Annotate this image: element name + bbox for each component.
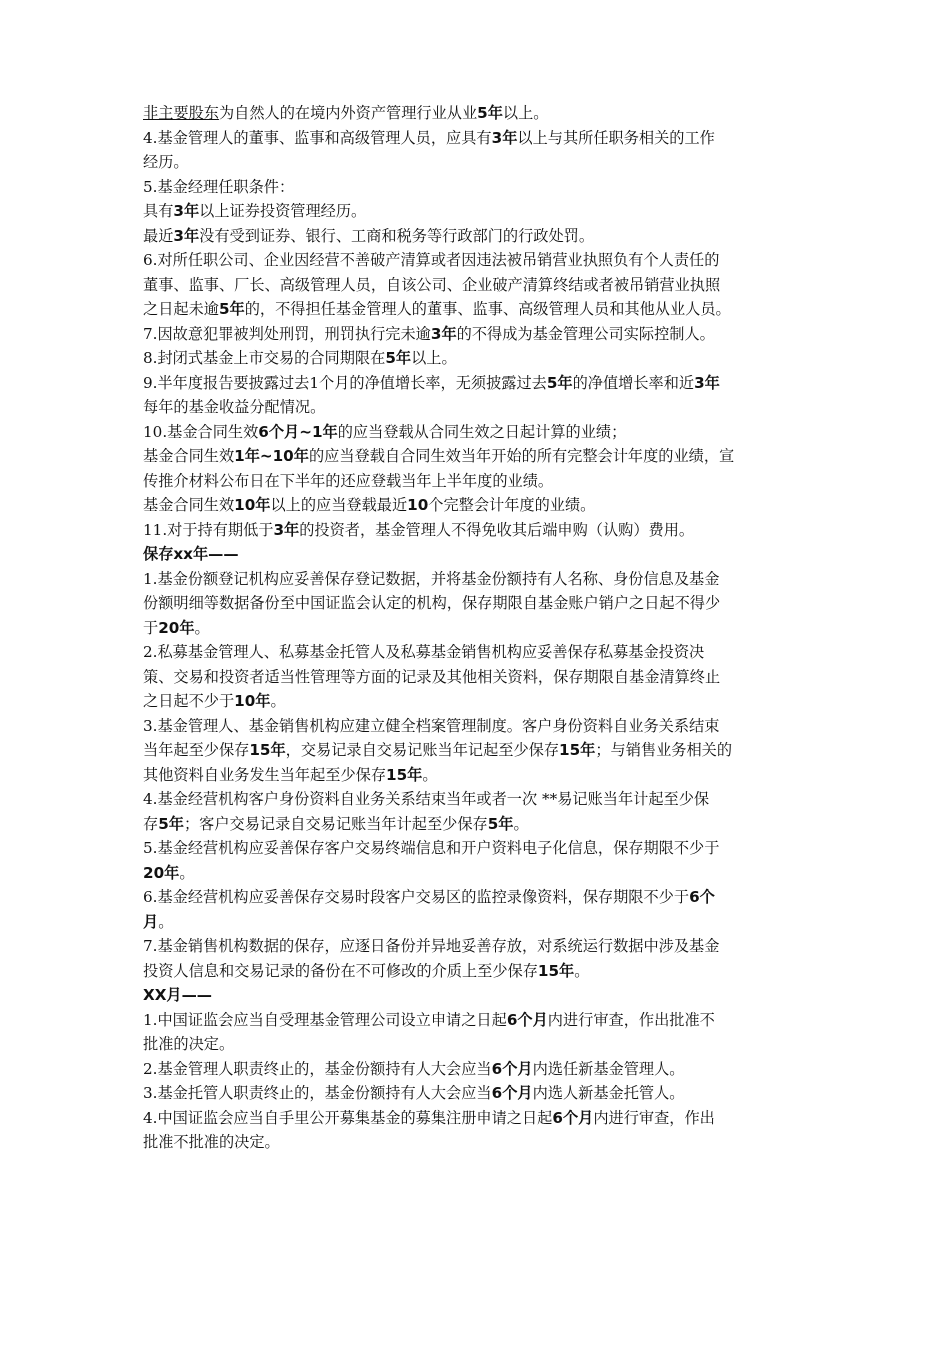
text-segment: 10	[407, 496, 429, 514]
text-segment: 6.对所任职公司、企业因经营不善破产清算或者因违法被吊销营业执照负有个人责任的	[143, 251, 720, 269]
text-segment: 策、交易和投资者适当性管理等方面的记录及其他相关资料，保存期限自基金清算终止	[143, 667, 721, 686]
text-line	[143, 714, 813, 739]
text-line	[143, 371, 813, 396]
text-segment: 的应当登载自合同生效当年开始的所有完整会计年度的业绩，宣	[308, 447, 735, 465]
text-line	[143, 567, 813, 592]
text-line	[143, 273, 813, 298]
text-segment: 5年	[546, 373, 573, 392]
text-line	[143, 861, 813, 886]
text-segment: 6个月	[552, 1108, 594, 1127]
text-segment: 5年	[487, 814, 514, 833]
text-segment: 。	[158, 912, 174, 931]
text-segment: 3年	[173, 202, 200, 220]
text-segment: 6个月	[491, 1084, 533, 1102]
text-segment: 份额明细等数据备份至中国证监会认定的机构，保存期限自基金账户销户之日起不得少	[143, 594, 721, 612]
text-line	[143, 346, 813, 371]
text-segment: 最近	[143, 226, 174, 245]
text-line	[143, 1057, 813, 1082]
text-segment: 月	[143, 912, 159, 931]
text-segment: 6个月	[491, 1059, 533, 1078]
text-line	[143, 420, 813, 445]
text-segment: 批准的决定。	[143, 1035, 235, 1053]
text-line	[143, 665, 813, 690]
text-segment: 当年起至少保存	[143, 741, 250, 759]
text-line	[143, 812, 813, 837]
text-line	[143, 542, 813, 567]
text-segment: ；客户交易记录自交易记账当年计起至少保存	[183, 814, 488, 833]
text-line	[143, 1081, 813, 1106]
text-segment: 5年	[218, 300, 245, 318]
text-segment: 。	[194, 618, 210, 637]
text-segment: 以上与其所任职务相关的工作	[517, 128, 715, 147]
text-segment: 10.基金合同生效	[143, 422, 259, 441]
text-line	[143, 444, 813, 469]
section-heading: XX月——	[143, 986, 212, 1004]
text-segment: 于	[143, 618, 159, 637]
text-segment: 3.基金托管人职责终止的，基金份额持有人大会应当	[143, 1084, 492, 1102]
text-segment: 。	[270, 692, 286, 710]
text-segment: 以上。	[502, 104, 549, 122]
text-segment: 内选人新基金托管人。	[532, 1084, 685, 1102]
text-segment: 。	[513, 814, 529, 833]
text-segment: 4.基金经营机构客户身份资料自业务关系结束当年或者一次 **易记账当年计起至少保	[143, 790, 710, 808]
text-segment: 传推介材料公布日在下半年的还应登载当年上半年度的业绩。	[143, 471, 554, 490]
text-segment: 内选任新基金管理人。	[532, 1059, 685, 1078]
text-segment: ；与销售业务相关的	[595, 741, 733, 759]
text-line	[143, 983, 813, 1008]
text-segment: 10年	[234, 692, 271, 710]
text-segment: 5年	[158, 814, 184, 833]
text-segment: 。	[179, 863, 195, 882]
text-segment: 9.半年度报告要披露过去1个月的净值增长率，无须披露过去	[143, 373, 547, 392]
text-segment: 5年	[477, 104, 503, 122]
text-line	[143, 738, 813, 763]
text-segment: 没有受到证券、银行、工商和税务等行政部门的行政处罚。	[199, 226, 595, 245]
text-segment: 6个月~1年	[258, 422, 338, 441]
text-segment: ，交易记录自交易记账当年记起至少保存	[285, 741, 560, 759]
text-segment: 5.基金经营机构应妥善保存客户交易终端信息和开户资料电子化信息，保存期限不少于	[143, 839, 720, 857]
text-line	[143, 640, 813, 665]
text-line	[143, 126, 813, 151]
text-line	[143, 395, 813, 420]
document-page	[143, 101, 813, 1155]
text-segment: 内进行审查，作出	[593, 1108, 715, 1127]
text-line	[143, 910, 813, 935]
text-line	[143, 175, 813, 200]
text-line	[143, 297, 813, 322]
text-segment: 15年	[249, 741, 286, 759]
text-segment: 2.私募基金管理人、私募基金托管人及私募基金销售机构应妥善保存私募基金投资决	[143, 643, 705, 661]
text-line	[143, 787, 813, 812]
text-segment: 的，不得担任基金管理人的董事、监事、高级管理人员和其他从业人员。	[244, 300, 731, 318]
text-segment: 经历。	[143, 153, 189, 171]
text-line	[143, 1130, 813, 1155]
text-line	[143, 224, 813, 249]
text-line	[143, 591, 813, 616]
text-line	[143, 836, 813, 861]
text-segment: 20年	[143, 863, 180, 882]
text-line	[143, 959, 813, 984]
text-segment: 存	[143, 814, 159, 833]
text-line	[143, 518, 813, 543]
text-segment: 批准不批准的决定。	[143, 1133, 280, 1151]
text-segment: 1.基金份额登记机构应妥善保存登记数据，并将基金份额持有人名称、身份信息及基金	[143, 569, 720, 588]
text-segment: 20年	[158, 618, 195, 637]
text-line	[143, 1106, 813, 1131]
text-segment: 6个月	[506, 1010, 548, 1029]
text-segment: 以上的应当登载最近	[270, 496, 408, 514]
text-segment: 1.中国证监会应当自受理基金管理公司设立申请之日起	[143, 1010, 507, 1029]
text-segment: 15年	[386, 765, 423, 784]
text-segment: 15年	[537, 961, 575, 980]
text-line	[143, 1008, 813, 1033]
text-line	[143, 322, 813, 347]
text-line	[143, 248, 813, 273]
text-segment: 4.中国证监会应当自手里公开募集基金的募集注册申请之日起	[143, 1108, 553, 1127]
text-segment: 5年	[385, 349, 412, 367]
text-segment: 4.基金管理人的董事、监事和高级管理人员，应具有	[143, 128, 492, 147]
text-segment: 3年	[491, 128, 518, 147]
text-segment: 6.基金经营机构应妥善保存交易时段客户交易区的监控录像资料，保存期限不少于	[143, 888, 690, 906]
text-segment: 的应当登载从合同生效之日起计算的业绩；	[337, 422, 627, 441]
text-segment: 内进行审查，作出批准不	[547, 1010, 715, 1029]
text-segment: 2.基金管理人职责终止的，基金份额持有人大会应当	[143, 1059, 492, 1078]
text-segment: 6个	[689, 888, 715, 906]
text-segment: 5.基金经理任职条件：	[143, 177, 295, 196]
text-line	[143, 150, 813, 175]
text-line	[143, 101, 813, 126]
text-line	[143, 493, 813, 518]
text-line	[143, 689, 813, 714]
text-segment: 以上。	[411, 349, 457, 367]
text-segment: 7.基金销售机构数据的保存，应逐日备份并异地妥善存放，对系统运行数据中涉及基金	[143, 937, 720, 955]
text-segment: 之日起不少于	[143, 692, 235, 710]
text-segment: 的净值增长率和近	[572, 373, 695, 392]
text-segment: 3.基金管理人、基金销售机构应建立健全档案管理制度。客户身份资料自业务关系结束	[143, 716, 720, 735]
text-segment: 非主要股东	[143, 104, 219, 122]
text-line	[143, 763, 813, 788]
section-heading: 保存xx年——	[143, 545, 239, 563]
text-segment: 3年	[173, 226, 200, 245]
text-segment: 为自然人的在境内外资产管理行业从业	[218, 104, 478, 122]
text-segment: 董事、监事、厂长、高级管理人员，自该公司、企业破产清算终结或者被吊销营业执照	[143, 275, 721, 294]
text-segment: 之日起未逾	[143, 300, 219, 318]
text-segment: 3年	[430, 324, 457, 343]
text-segment: 的投资者，基金管理人不得免收其后端申购（认购）费用。	[299, 520, 695, 539]
text-segment: 具有	[143, 202, 174, 220]
text-segment: 10年	[234, 496, 271, 514]
text-segment: 8.封闭式基金上市交易的合同期限在	[143, 349, 386, 367]
text-segment: 11.对于持有期低于	[143, 520, 274, 539]
text-segment: 15年	[559, 741, 596, 759]
text-segment: 3年	[273, 520, 300, 539]
text-segment: 个完整会计年度的业绩。	[428, 496, 596, 514]
text-line	[143, 616, 813, 641]
text-segment: 的不得成为基金管理公司实际控制人。	[456, 324, 715, 343]
text-segment: 。	[422, 765, 438, 784]
text-segment: 1年~10年	[234, 447, 309, 465]
text-segment: 基金合同生效	[143, 447, 235, 465]
text-line	[143, 469, 813, 494]
text-segment: 7.因故意犯罪被判处刑罚，刑罚执行完未逾	[143, 324, 431, 343]
text-segment: 每年的基金收益分配情况。	[143, 398, 326, 416]
text-segment: 。	[574, 961, 590, 980]
text-line	[143, 1032, 813, 1057]
text-segment: 投资人信息和交易记录的备份在不可修改的介质上至少保存	[143, 961, 538, 980]
text-segment: 基金合同生效	[143, 496, 235, 514]
text-segment: 3年	[694, 373, 720, 392]
text-line	[143, 934, 813, 959]
text-segment: 以上证券投资管理经历。	[199, 202, 367, 220]
text-segment: 其他资料自业务发生当年起至少保存	[143, 765, 386, 784]
text-line	[143, 199, 813, 224]
text-line	[143, 885, 813, 910]
